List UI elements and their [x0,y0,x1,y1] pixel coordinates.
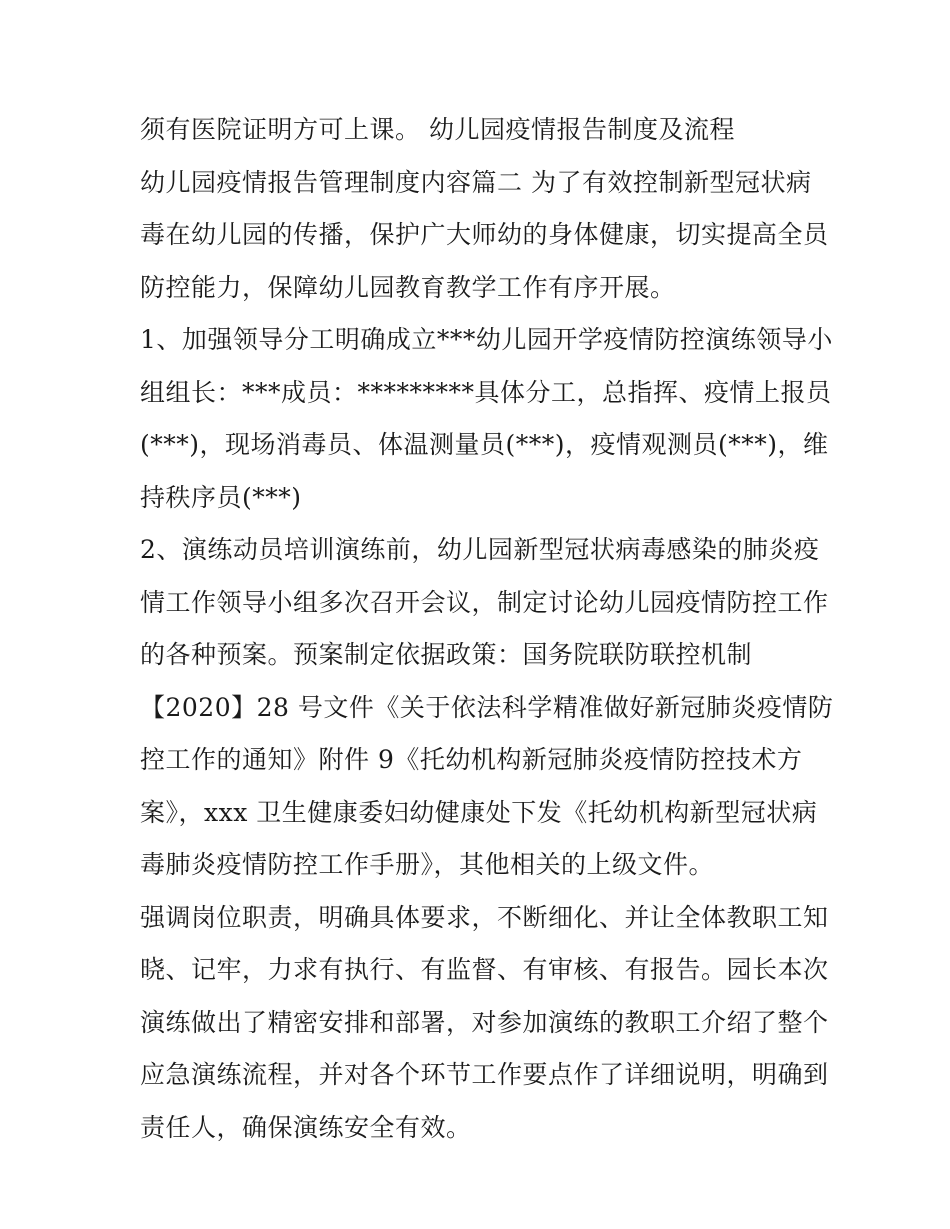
text-line: 组组长：***成员：*********具体分工，总指挥、疫情上报员 [140,377,832,407]
text-line: 强调岗位职责，明确具体要求，不断细化、并让全体教职工知 [140,902,829,932]
text-line: 2、演练动员培训演练前，幼儿园新型冠状病毒感染的肺炎疫 [140,535,820,564]
text-line: 【2020】28 号文件《关于依法科学精准做好新冠肺炎疫情防 [140,692,834,722]
text-line: 毒肺炎疫情防控工作手册》，其他相关的上级文件。 [140,850,715,879]
text-line: 责任人，确保演练安全有效。 [140,1112,472,1142]
text-line: 晓、记牢，力求有执行、有监督、有审核、有报告。园长本次 [140,955,829,984]
text-line: 情工作领导小组多次召开会议，制定讨论幼儿园疫情防控工作 [140,587,829,617]
text-line: 的各种预案。预案制定依据政策：国务院联防联控机制 [140,640,753,669]
text-line: 幼儿园疫情报告管理制度内容篇二 为了有效控制新型冠状病 [140,167,812,197]
text-line: 控工作的通知》附件 9《托幼机构新冠肺炎疫情防控技术方 [140,745,803,774]
text-line: 持秩序员(***) [140,482,302,512]
text-line: 应急演练流程，并对各个环节工作要点作了详细说明，明确到 [140,1060,829,1089]
text-line: 案》，xxx 卫生健康委妇幼健康处下发《托幼机构新型冠状病 [140,797,818,827]
text-line: (***)，现场消毒员、体温测量员(***)，疫情观测员(***)，维 [140,430,829,459]
document-body [140,108,834,1158]
text-line: 演练做出了精密安排和部署，对参加演练的教职工介绍了整个 [140,1007,829,1037]
text-line: 1、加强领导分工明确成立***幼儿园开学疫情防控演练领导小 [140,325,833,354]
text-line: 防控能力，保障幼儿园教育教学工作有序开展。 [140,272,676,302]
text-line: 毒在幼儿园的传播，保护广大师幼的身体健康，切实提高全员 [140,220,829,249]
text-line: 须有医院证明方可上课。 幼儿园疫情报告制度及流程 [140,115,735,144]
